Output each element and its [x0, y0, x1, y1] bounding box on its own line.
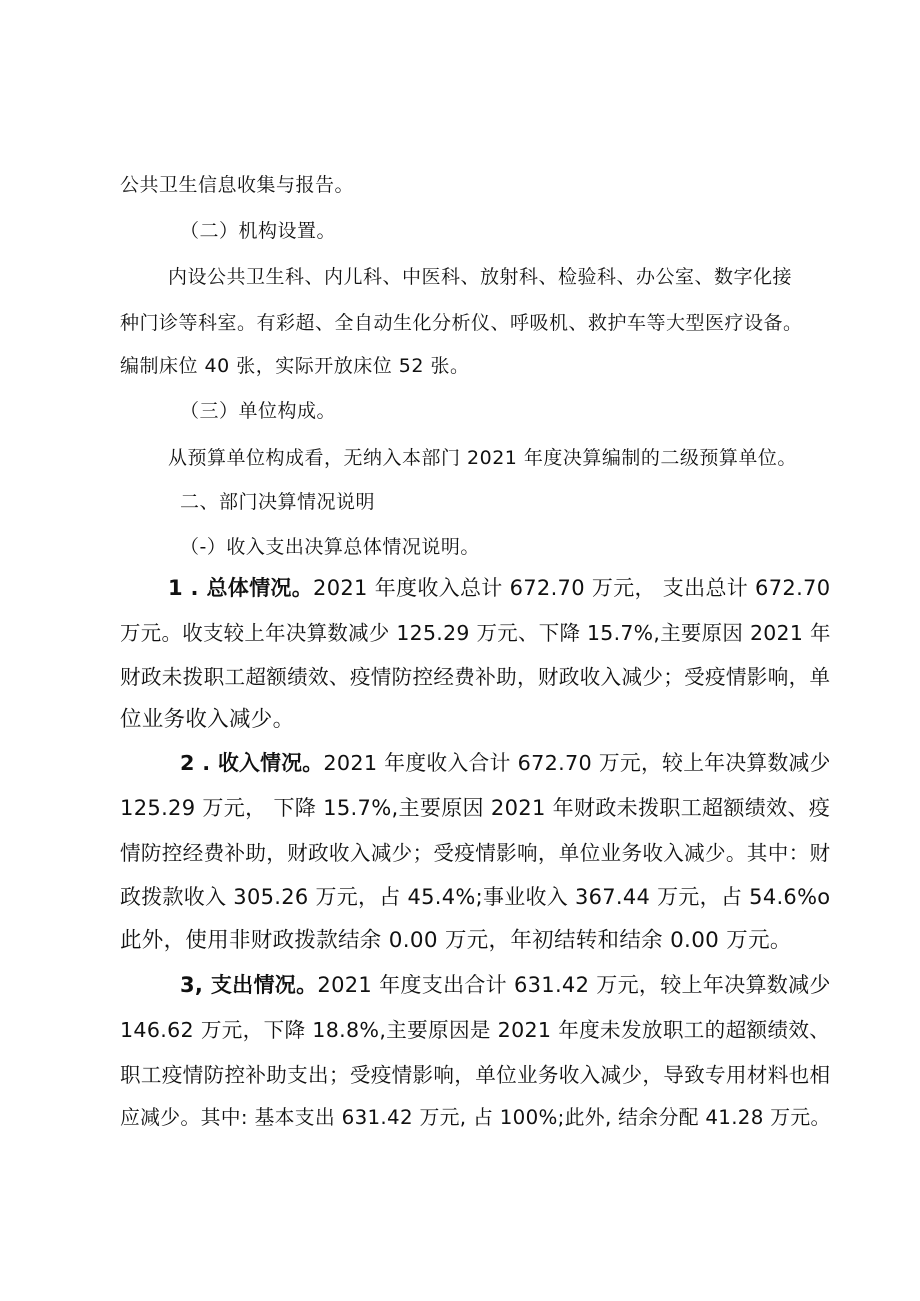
- section-heading-unit-composition: （三）单位构成。: [180, 400, 337, 422]
- text-line: 应减少。其中: 基本支出 631.42 万元, 占 100%;此外, 结余分配 41.28 万元。: [120, 1106, 831, 1129]
- item-label-expenditure: 3, 支出情况。: [180, 972, 318, 997]
- text-line: [180, 972, 831, 998]
- text-line: 146.62 万元，下降 18.8%,主要原因是 2021 年度未发放职工的超额绩效、: [120, 1018, 831, 1042]
- item-text: 2021 年度支出合计 631.42 万元，较上年决算数减少: [317, 972, 831, 997]
- text-line: 内设公共卫生科、内儿科、中医科、放射科、检验科、办公室、数字化接: [168, 266, 793, 288]
- text-line: [180, 750, 831, 776]
- item-label-overall: 1 . 总体情况。: [168, 575, 314, 600]
- text-line: 此外，使用非财政拨款结余 0.00 万元，年初结转和结余 0.00 万元。: [120, 928, 792, 953]
- item-text: 2021 年度收入合计 672.70 万元，较上年决算数减少: [323, 751, 831, 775]
- section-heading-final-accounts: 二、部门决算情况说明: [180, 491, 376, 513]
- text-line: 职工疫情防控补助支出；受疫情影响，单位业务收入减少，导致专用材料也相: [120, 1063, 831, 1087]
- subsection-heading-income-expenditure: （-）收入支出决算总体情况说明。: [180, 536, 480, 558]
- text-line: 编制床位 40 张，实际开放床位 52 张。: [120, 355, 470, 377]
- text-line: 万元。收支较上年决算数减少 125.29 万元、下降 15.7%,主要原因 2021 年: [120, 621, 831, 645]
- item-label-income: 2 . 收入情况。: [180, 751, 324, 775]
- text-line: 财政未拨职工超额绩效、疫情防控经费补助，财政收入减少；受疫情影响，单: [120, 665, 831, 689]
- text-line: 情防控经费补助，财政收入减少；受疫情影响，单位业务收入减少。其中：财: [120, 841, 831, 865]
- text-line: 从预算单位构成看，无纳入本部门 2021 年度决算编制的二级预算单位。: [168, 447, 797, 469]
- text-line: 125.29 万元， 下降 15.7%,主要原因 2021 年财政未拨职工超额绩效、疫: [120, 795, 831, 820]
- text-line: 种门诊等科室。有彩超、全自动生化分析仪、呼吸机、救护车等大型医疗设备。: [120, 312, 803, 334]
- text-line: 位业务收入减少。: [120, 707, 295, 732]
- text-line: 政拨款收入 305.26 万元，占 45.4%;事业收入 367.44 万元，占 54.6%o: [120, 885, 831, 909]
- text-line: 公共卫生信息收集与报告。: [120, 174, 355, 196]
- section-heading-institution-setup: （二）机构设置。: [180, 220, 337, 242]
- text-line: [168, 575, 830, 601]
- item-text: 2021 年度收入总计 672.70 万元， 支出总计 672.70: [313, 575, 831, 600]
